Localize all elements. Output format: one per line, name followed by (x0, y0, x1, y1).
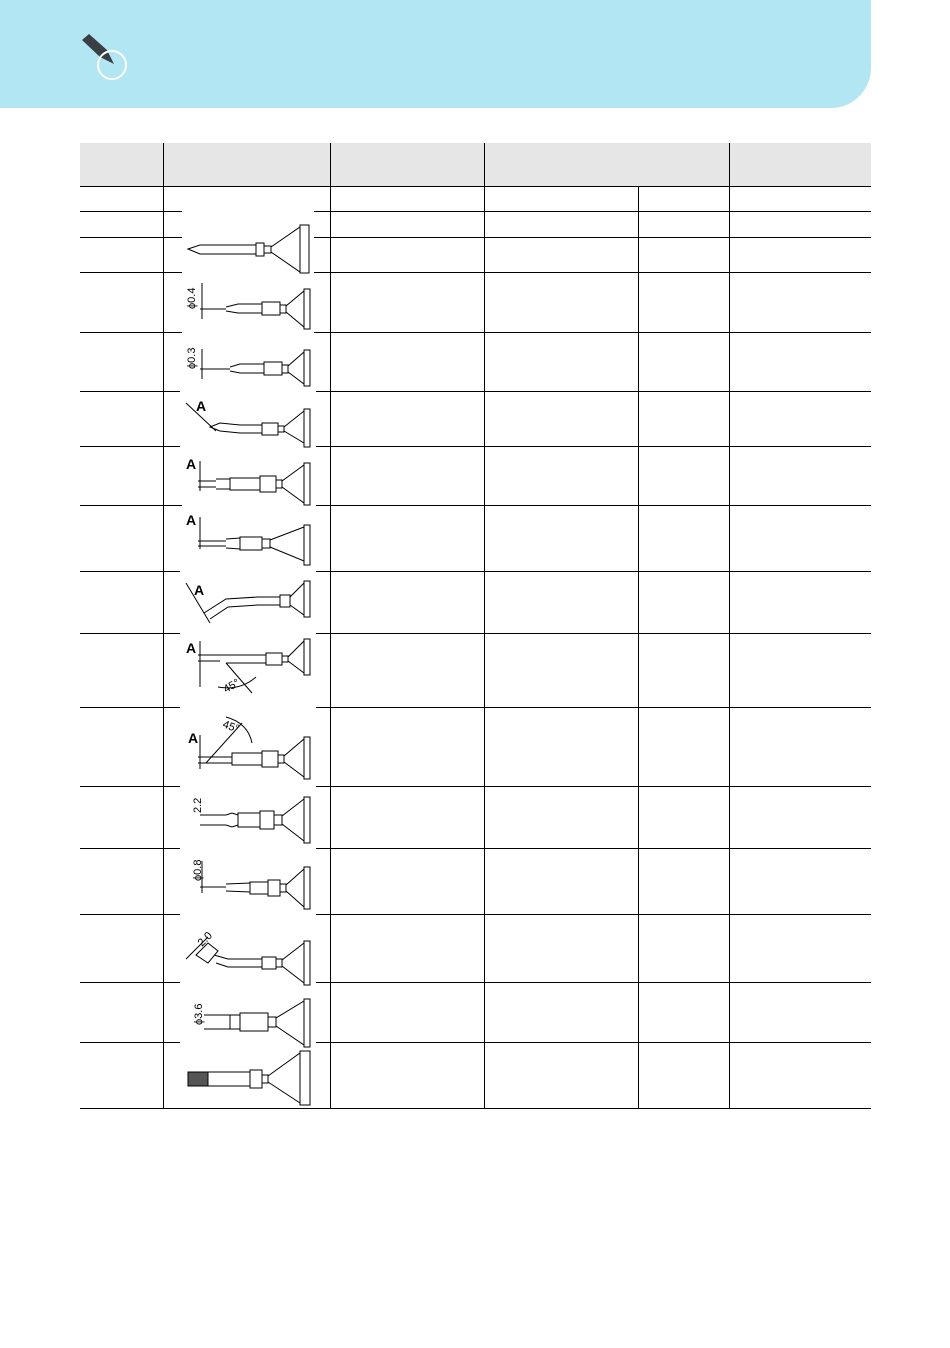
label-a4: A (186, 456, 197, 472)
label-w20: 2.0 (195, 929, 215, 950)
tip-drawings (80, 143, 871, 1108)
label-a5: A (186, 512, 197, 528)
label-angle7: 45° (221, 676, 242, 696)
soldering-tip-table (80, 143, 871, 1109)
soldering-iron-icon (74, 30, 134, 84)
label-angle8: 45° (220, 718, 241, 736)
label-d04: ϕ0.4 (186, 287, 198, 309)
label-d36: ϕ3.6 (193, 1003, 205, 1025)
label-w22: 2.2 (192, 797, 204, 813)
label-a7: A (186, 640, 197, 656)
label-d03: ϕ0.3 (186, 347, 198, 369)
label-a6: A (194, 582, 205, 598)
label-d08: ϕ0.8 (192, 859, 204, 881)
label-a8: A (188, 730, 199, 746)
label-a3: A (196, 398, 207, 414)
